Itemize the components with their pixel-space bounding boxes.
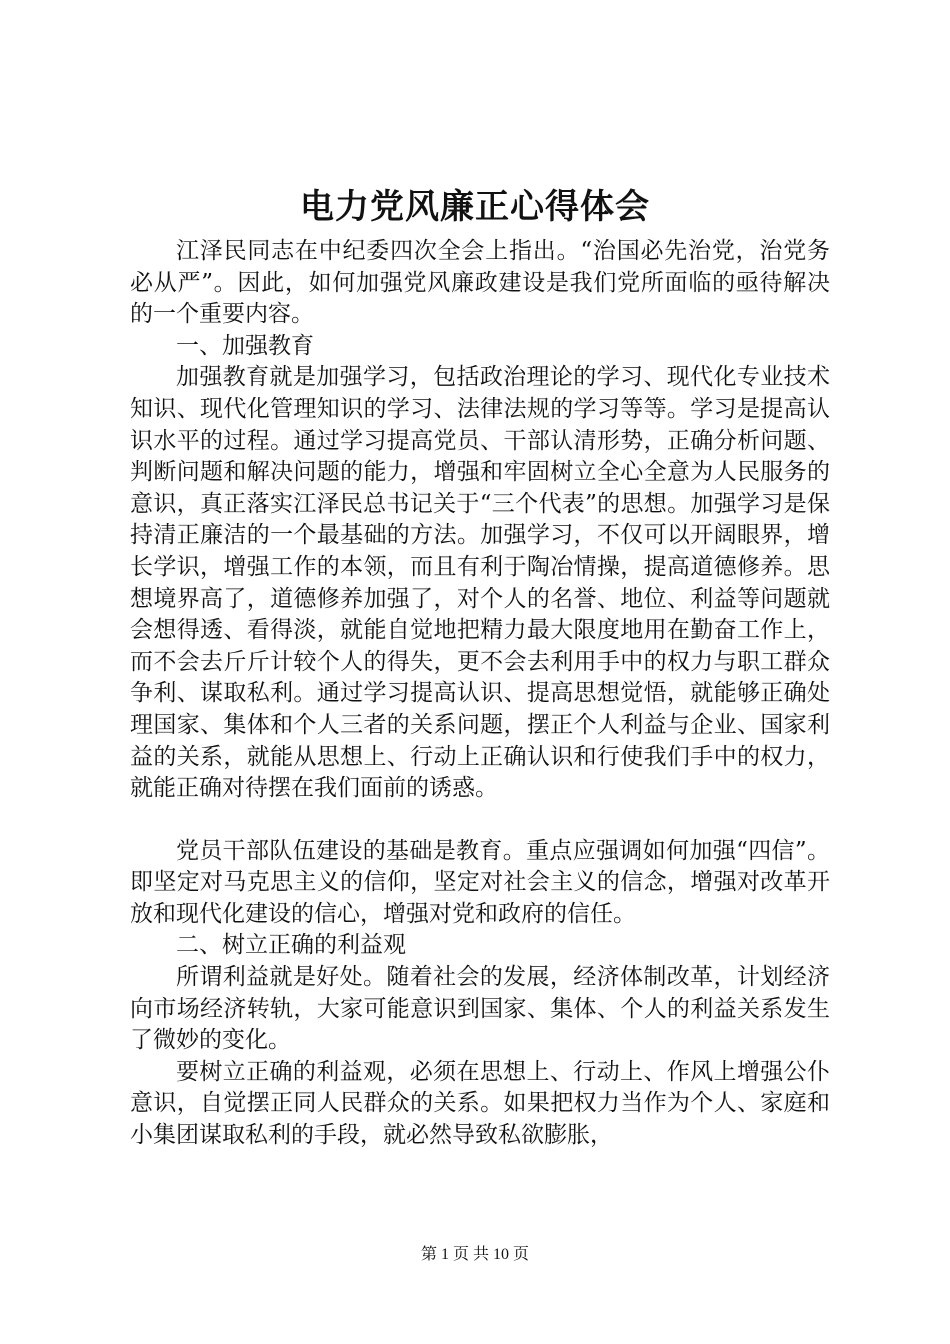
paragraph-four-beliefs: 党员干部队伍建设的基础是教育。重点应强调如何加强“四信”。即坚定对马克思主义的信仰，坚定对社会主义的信念，增强对改革开放和现代化建设的信心，增强对党和政府的信任。 xyxy=(130,837,830,927)
paragraph-interest-definition: 所谓利益就是好处。随着社会的发展，经济体制改革，计划经济向市场经济转轨，大家可能意识到国家、集体、个人的利益关系发生了微妙的变化。 xyxy=(130,964,830,1054)
section-heading-2: 二、树立正确的利益观 xyxy=(176,932,406,959)
page-number-footer: 第 1 页 共 10 页 xyxy=(420,1246,529,1263)
paragraph-spacer xyxy=(130,805,830,836)
document-title: 电力党风廉正心得体会 xyxy=(300,187,650,227)
paragraph-interest-view: 要树立正确的利益观，必须在思想上、行动上、作风上增强公仆意识，自觉摆正同人民群众的关系。如果把权力当作为个人、家庭和小集团谋取私利的手段，就必然导致私欲膨胀， xyxy=(130,1058,830,1149)
document-body xyxy=(130,236,830,1152)
section-heading-1: 一、加强教育 xyxy=(176,332,314,359)
paragraph-intro: 江泽民同志在中纪委四次全会上指出。“治国必先治党，治党务必从严”。因此，如何加强党风廉政建设是我们党所面临的亟待解决的一个重要内容。 xyxy=(130,238,830,328)
paragraph-education: 加强教育就是加强学习，包括政治理论的学习、现代化专业技术知识、现代化管理知识的学习、法律法规的学习等等。学习是提高认识水平的过程。通过学习提高党员、干部认清形势，正确分析问题、判断问题和解决问题的能力，增强和牢固树立全心全意为人民服务的意识，真正落实江泽民总书记关于“三个代表”的思想。加强学习是保持清正廉洁的一个最基础的方法。加强学习，不仅可以开阔眼界，增长学识，增强工作的本领，而且有利于陶冶情操，提高道德修养。思想境界高了，道德修养加强了，对个人的名誉、地位、利益等问题就会想得透、看得淡，就能自觉地把精力最大限度地用在勤奋工作上，而不会去斤斤计较个人的得失，更不会去利用手中的权力与职工群众争利、谋取私利。通过学习提高认识、提高思想觉悟，就能够正确处理国家、集体和个人三者的关系问题，摆正个人利益与企业、国家利益的关系，就能从思想上、行动上正确认识和行使我们手中的权力，就能正确对待摆在我们面前的诱惑。 xyxy=(130,364,830,802)
